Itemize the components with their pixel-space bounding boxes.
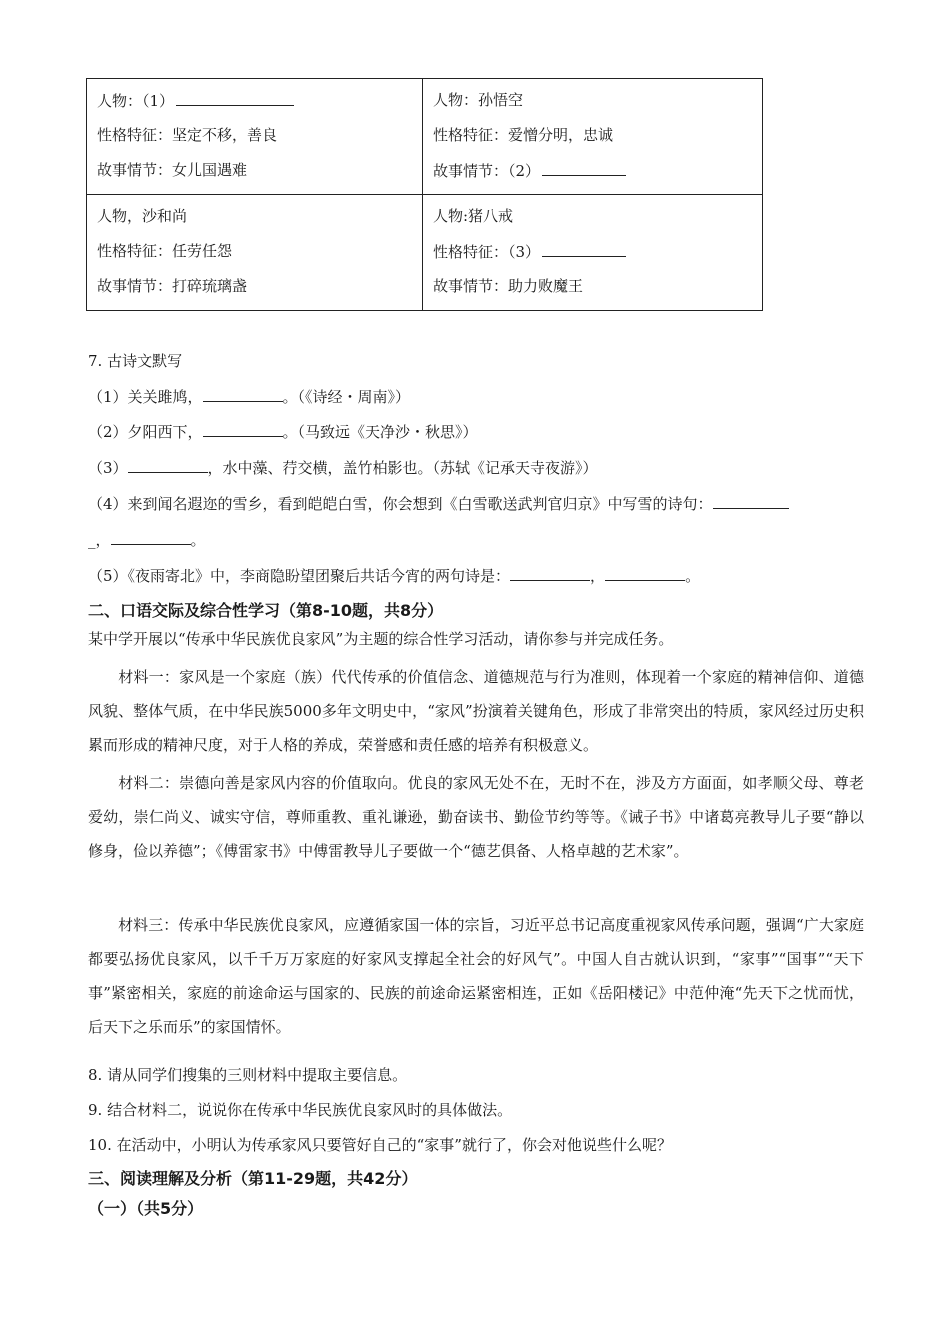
table-cell-zhu-bajie [423, 195, 762, 310]
cell-text: 性格特征：爱憎分明，忠诚 [433, 126, 614, 144]
section2-intro: 某中学开展以“传承中华民族优良家风”为主题的综合性学习活动，请你参与并完成任务。 [88, 630, 674, 648]
cell-text: 性格特征：坚定不移，善良 [97, 126, 278, 144]
cell-text: 性格特征：任劳任怨 [97, 242, 233, 260]
q7-item-4-cont: _， 。 [88, 528, 206, 550]
answer-blank[interactable] [510, 564, 590, 581]
answer-blank[interactable] [605, 564, 685, 581]
answer-blank-3[interactable] [542, 238, 626, 257]
table-cell-sha-heshang [87, 195, 423, 310]
material-2: 材料二：崇德向善是家风内容的价值取向。优良的家风无处不在，无时不在，涉及方方面面，如孝顺父母、尊老爱幼，崇仁尚义、诚实守信，尊师重教、重礼谦逊，勤奋读书、勤俭节约等等。《诫子书》中诸葛亮教导儿子要“静以修身，俭以养德”；《傅雷家书》中傅雷教导儿子要做一个“德艺俱备、人格卓越的艺术家”。 [88, 774, 864, 860]
answer-blank[interactable] [111, 528, 191, 545]
q7-item-3: （3） ，水中藻、荇交横，盖竹柏影也。（苏轼《记承天寺夜游》） [88, 456, 598, 478]
section2-heading: 二、口语交际及综合性学习（第8-10题，共8分） [88, 601, 444, 620]
cell-text: 故事情节：助力败魔王 [433, 277, 584, 295]
q7-item-2: （2）夕阳西下， 。（马致远《天净沙・秋思》） [88, 420, 478, 442]
cell-text: 故事情节：（2） [433, 162, 541, 180]
q7-title: 7. 古诗文默写 [88, 352, 183, 370]
answer-blank[interactable] [203, 385, 283, 402]
question-8: 8. 请从同学们搜集的三则材料中提取主要信息。 [88, 1066, 408, 1084]
q7-item-4: （4）来到闻名遐迩的雪乡，看到皑皑白雪，你会想到《白雪歌送武判官归京》中写雪的诗句： [88, 492, 789, 514]
table-cell-tang-seng [87, 79, 423, 195]
q7-item-5: （5）《夜雨寄北》中，李商隐盼望团聚后共话今宵的两句诗是： ， 。 [88, 564, 700, 586]
cell-text: 性格特征：（3） [433, 243, 541, 261]
answer-blank-2[interactable] [542, 157, 626, 176]
cell-text: 故事情节：女儿国遇难 [97, 161, 248, 179]
character-table [86, 78, 763, 311]
cell-text: 人物:猪八戒 [433, 207, 514, 225]
table-cell-sun-wukong [423, 79, 762, 195]
cell-text: 人物：（1） [97, 92, 175, 110]
question-9: 9. 结合材料二，说说你在传承中华民族优良家风时的具体做法。 [88, 1101, 513, 1119]
answer-blank[interactable] [713, 492, 789, 509]
answer-blank[interactable] [128, 456, 208, 473]
cell-text: 人物：孙悟空 [433, 91, 524, 109]
answer-blank-1[interactable] [176, 87, 294, 106]
section3-subheading: （一）（共5分） [88, 1199, 204, 1218]
q7-item-1: （1）关关雎鸠， 。（《诗经・周南》） [88, 385, 410, 407]
material-1: 材料一：家风是一个家庭（族）代代传承的价值信念、道德规范与行为准则，体现着一个家庭的精神信仰、道德风貌、整体气质，在中华民族5000多年文明史中，“家风”扮演着关键角色，形成了非常突出的特质，家风经过历史积累而形成的精神尺度，对于人格的养成，荣誉感和责任感的培养有积极意义。 [88, 668, 864, 754]
question-10: 10. 在活动中，小明认为传承家风只要管好自己的“家事”就行了，你会对他说些什么呢？ [88, 1136, 672, 1154]
cell-text: 人物，沙和尚 [97, 207, 188, 225]
answer-blank[interactable] [203, 420, 283, 437]
material-3: 材料三：传承中华民族优良家风，应遵循家国一体的宗旨，习近平总书记高度重视家风传承问题，强调“广大家庭都要弘扬优良家风，以千千万万家庭的好家风支撑起全社会的好风气”。中国人自古就认识到，“家事”“国事”“天下事”紧密相关，家庭的前途命运与国家的、民族的前途命运紧密相连，正如《岳阳楼记》中范仲淹“先天下之忧而忧，后天下之乐而乐”的家国情怀。 [88, 916, 864, 1036]
cell-text: 故事情节：打碎琉璃盏 [97, 277, 248, 295]
section3-heading: 三、阅读理解及分析（第11-29题，共42分） [88, 1169, 418, 1188]
